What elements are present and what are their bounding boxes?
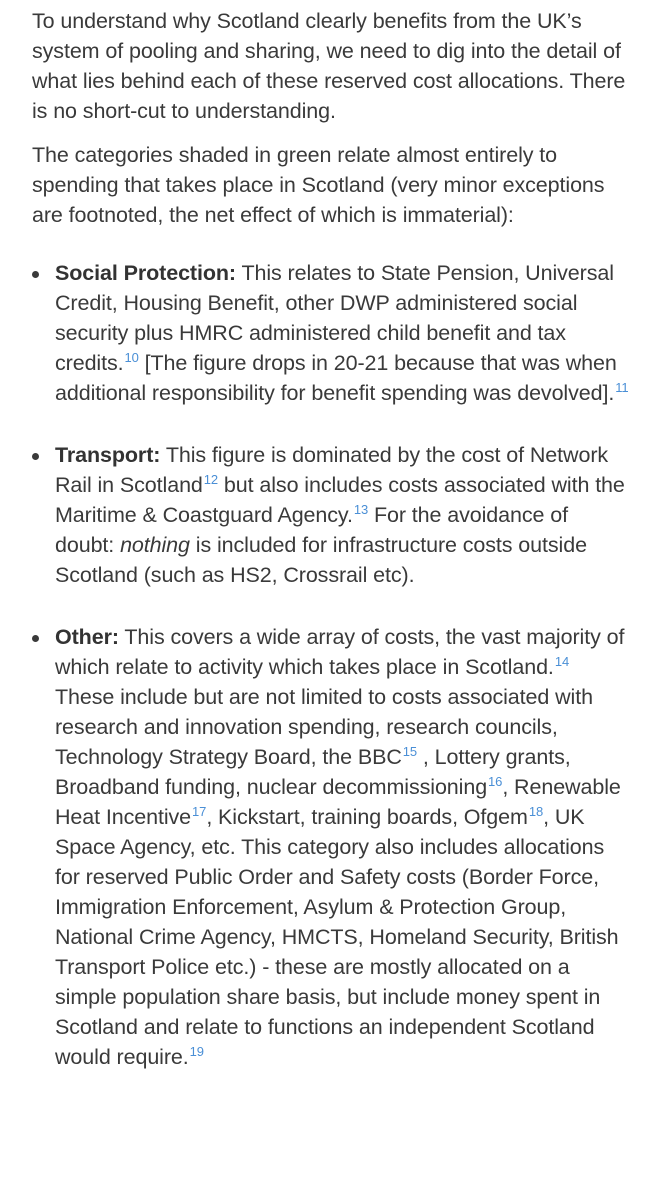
bullet-icon <box>32 453 39 460</box>
footnote-link[interactable]: 10 <box>124 349 139 365</box>
list-item-other <box>32 622 633 1072</box>
item-text: These include but are not limited to costs associated with research and innovation spending, research councils, Technology Strategy Board, the BBC <box>55 685 593 769</box>
bullet-icon <box>32 271 39 278</box>
emphasis-text: nothing <box>120 533 190 557</box>
footnote-link[interactable]: 13 <box>353 501 369 517</box>
item-text: This relates to State Pension, Universal Credit, Housing Benefit, other DWP administered social security plus HMRC administered child benefit and tax credits. <box>55 261 614 375</box>
category-list <box>32 258 633 1072</box>
item-text: , Lottery grants, Broadband funding, nuclear decommissioning <box>55 745 571 799</box>
item-text: , Renewable Heat Incentive <box>55 775 621 829</box>
item-text: , Kickstart, training boards, Ofgem <box>206 805 528 829</box>
footnote-link[interactable]: 17 <box>192 803 207 819</box>
item-text: This covers a wide array of costs, the vast majority of which relate to activity which takes place in Scotland. <box>55 625 625 679</box>
intro-paragraph: To understand why Scotland clearly benefits from the UK’s system of pooling and sharing, we need to dig into the detail of what lies behind each of these reserved cost allocations. There is no short-cut to understanding. <box>32 9 626 123</box>
item-text: is included for infrastructure costs outside Scotland (such as HS2, Crossrail etc). <box>55 533 587 587</box>
category-term: Social Protection: <box>55 261 236 285</box>
list-item-transport <box>32 440 633 590</box>
list-item-social-protection <box>32 258 633 408</box>
footnote-link[interactable]: 18 <box>528 803 544 819</box>
item-text: , UK Space Agency, etc. This category also includes allocations for reserved Public Order and Safety costs (Border Force, Immigration Enforcement, Asylum & Protection Group, National Crime Agency, HMCTS, Homeland Security, British Transport Police etc.) - these are mostly allocated on a simple population share basis, but include money spent in Scotland and relate to functions an independent Scotland would require. <box>55 805 619 1069</box>
footnote-link[interactable]: 11 <box>615 379 629 395</box>
item-text: For the avoidance of doubt: <box>55 503 568 557</box>
item-text: [The figure drops in 20-21 because that was when additional responsibility for benefit spending was devolved]. <box>55 351 617 405</box>
bullet-icon <box>32 635 39 642</box>
footnote-link[interactable]: 14 <box>554 653 570 669</box>
footnote-link[interactable]: 19 <box>189 1043 204 1059</box>
item-text: but also includes costs associated with the Maritime & Coastguard Agency. <box>55 473 625 527</box>
item-text: This figure is dominated by the cost of Network Rail in Scotland <box>55 443 609 497</box>
category-term: Other: <box>55 625 119 649</box>
category-term: Transport: <box>55 443 161 467</box>
footnote-link[interactable]: 16 <box>488 773 503 789</box>
footnote-link[interactable]: 15 <box>402 743 418 759</box>
categories-paragraph: The categories shaded in green relate almost entirely to spending that takes place in Scotland (very minor exceptions are footnoted, the net effect of which is immaterial): <box>32 143 605 227</box>
footnote-link[interactable]: 12 <box>203 471 219 487</box>
